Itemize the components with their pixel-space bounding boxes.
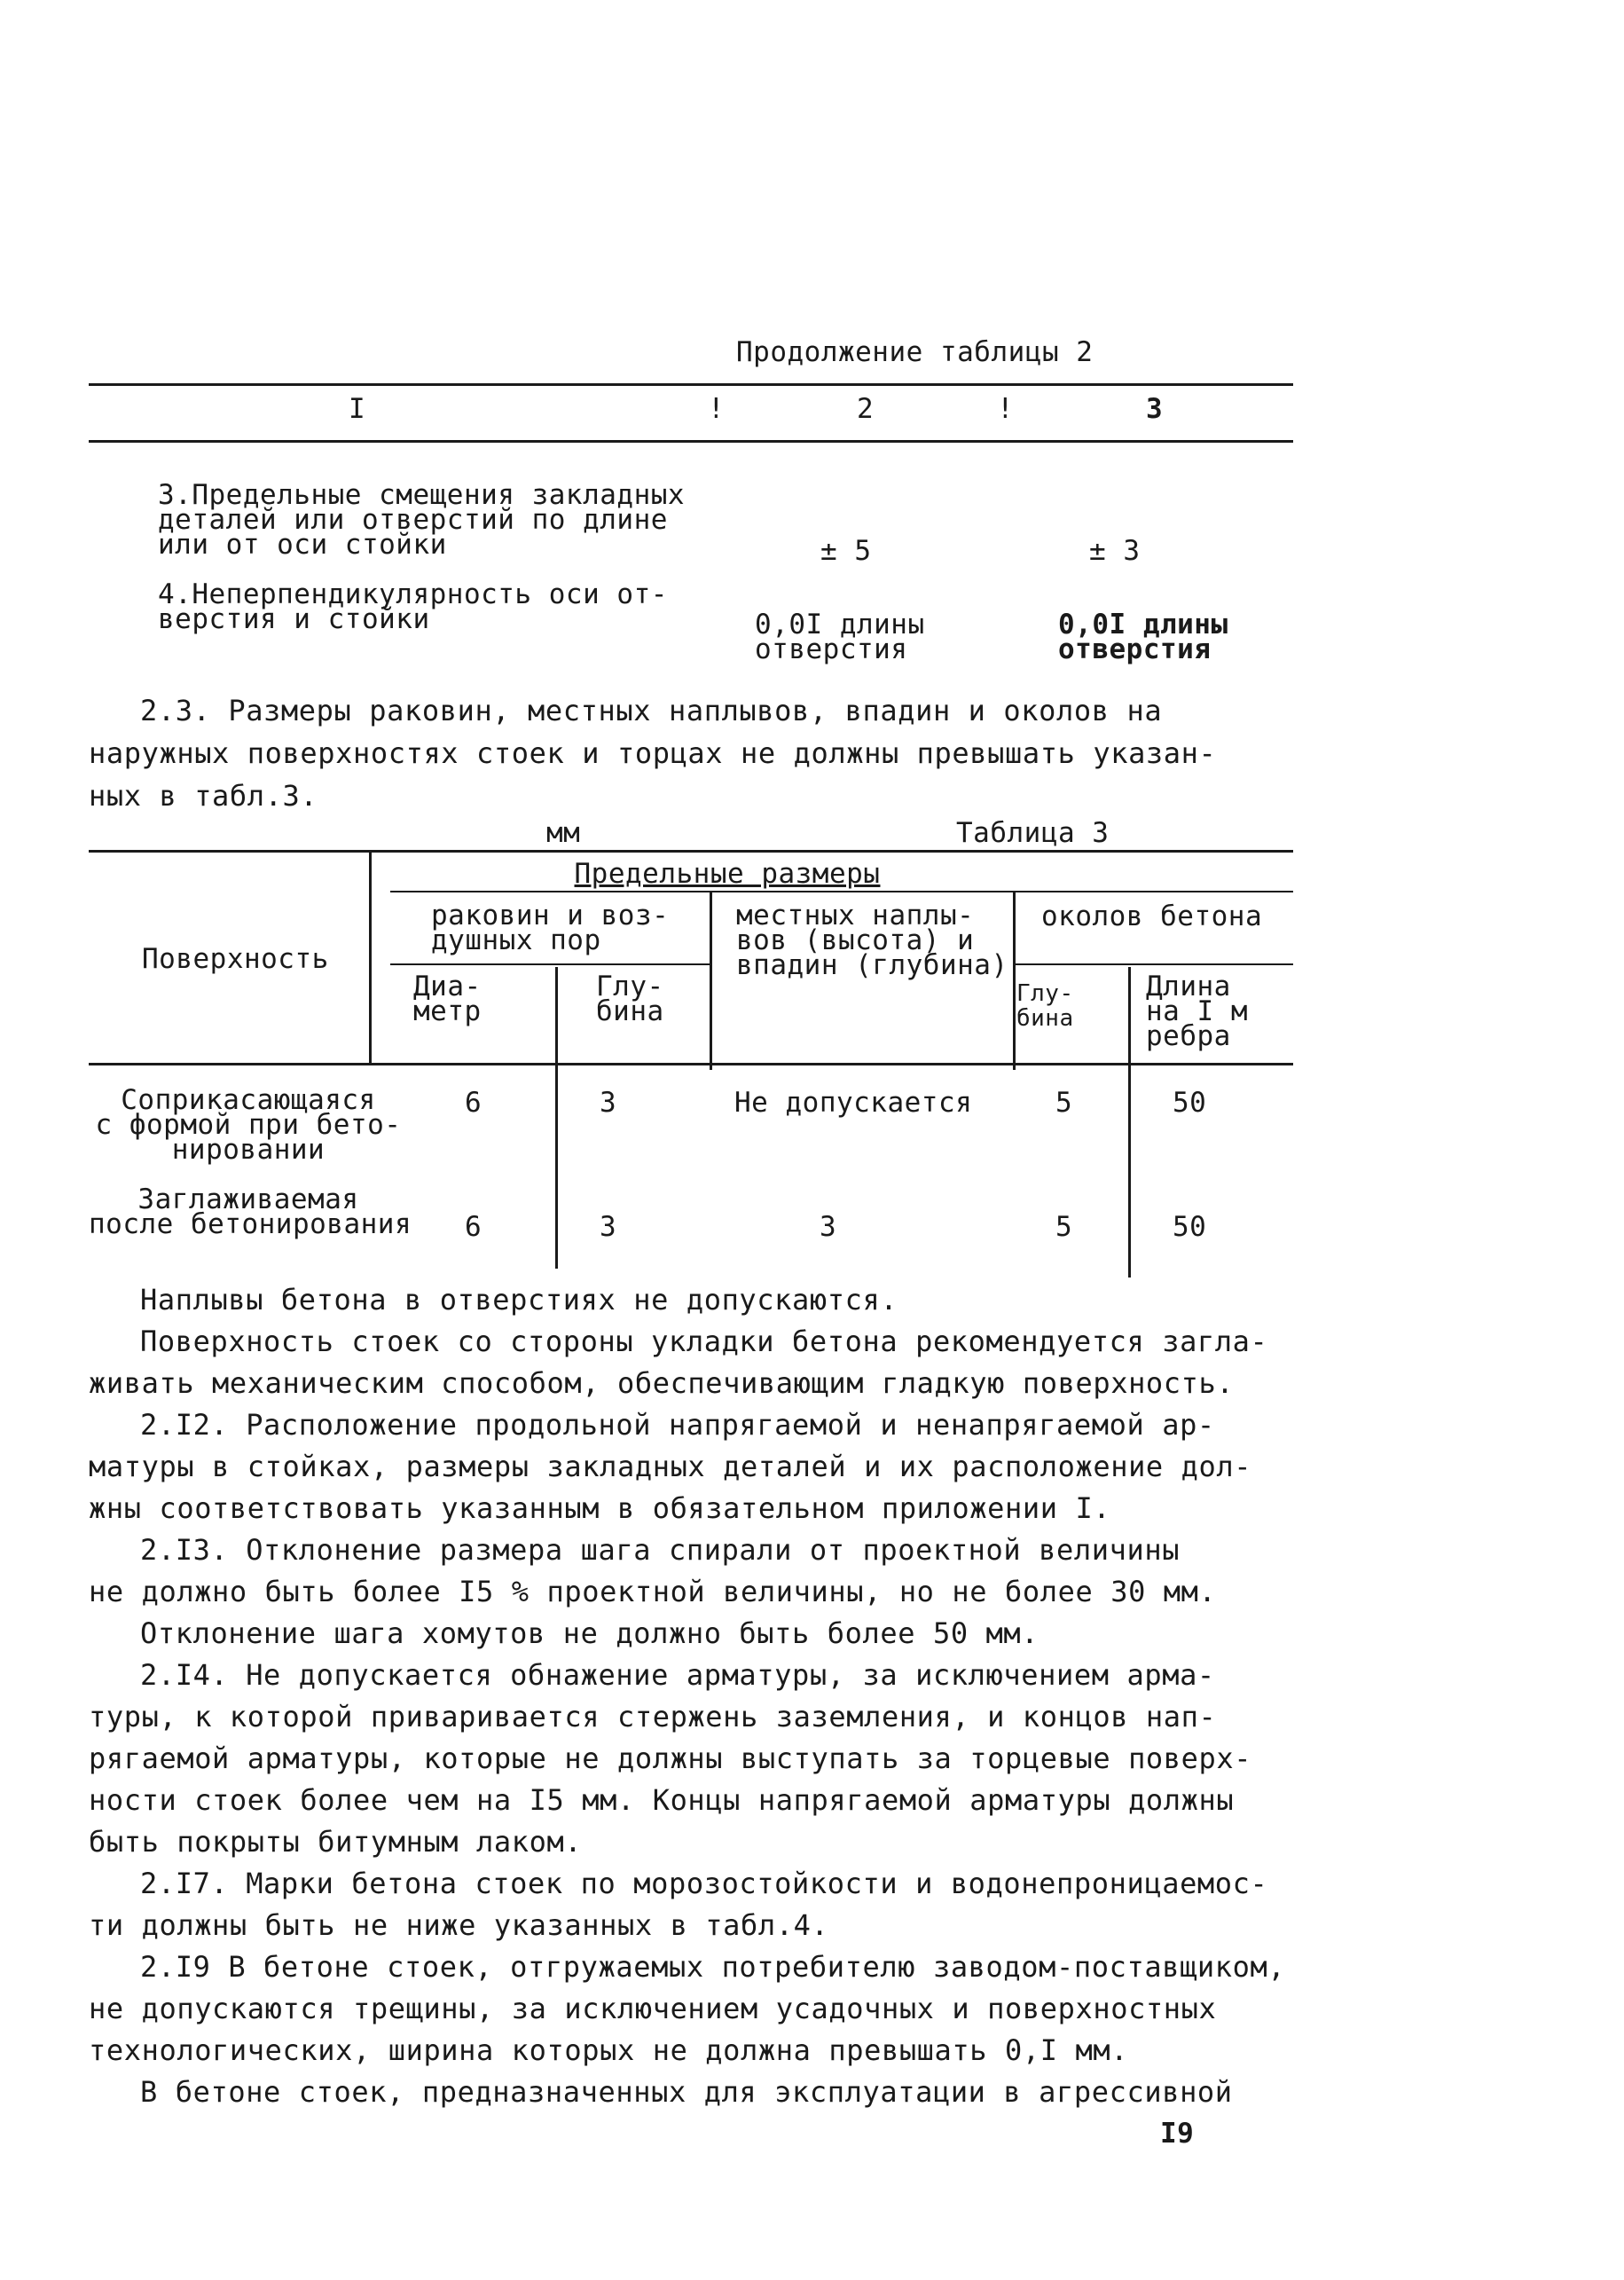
table2-row-label: 4.Неперпендикулярность оси от- верстия и стойки (158, 578, 668, 635)
table3-row-diameter: 6 (465, 1211, 482, 1243)
paragraph-line: 2.3. Размеры раковин, местных наплывов, впадин и околов на (140, 694, 1163, 727)
table3-row-chip-length: 50 (1173, 1087, 1207, 1119)
paragraph-line: жны соответствовать указанным в обязательном приложении I. (89, 1491, 1111, 1525)
table2-header-rule (89, 440, 1293, 443)
paragraph-line: ти должны быть не ниже указанных в табл.4. (89, 1908, 829, 1942)
table2-row-value: 0,0I длины отверстия (1058, 609, 1228, 665)
paragraph-line: В бетоне стоек, предназначенных для эксплуатации в агрессивной (140, 2075, 1233, 2109)
table3-row-chip-length: 50 (1173, 1211, 1207, 1243)
paragraph-line: 2.I2. Расположение продольной напрягаемой и ненапрягаемой ар- (140, 1408, 1215, 1442)
paragraph-line: технологических, ширина которых не должна превышать 0,I мм. (89, 2033, 1129, 2067)
table3-row-diameter: 6 (465, 1087, 482, 1119)
table3-depth-header: Глу- бина (596, 971, 664, 1027)
table2-row-value: 0,0I длины отверстия (755, 609, 925, 665)
paragraph-line: туры, к которой приваривается стержень заземления, и концов нап- (89, 1700, 1217, 1734)
table2-col3-header: 3 (1146, 393, 1164, 425)
table3-unit: мм (546, 817, 581, 849)
table3-row-chip-depth: 5 (1055, 1211, 1073, 1243)
table3-chip-depth-header: Глу- бина (1016, 980, 1074, 1032)
table3-limits-header: Предельные размеры (574, 858, 881, 890)
paragraph-line: Наплывы бетона в отверстиях не допускаются. (140, 1283, 898, 1317)
table2-col2-header: 2 (857, 393, 875, 425)
table2-caption: Продолжение таблицы 2 (736, 336, 1094, 368)
paragraph-line: Отклонение шага хомутов не должно быть более 50 мм. (140, 1616, 1040, 1650)
table3-subheader-rule (390, 963, 710, 965)
table3-vertical-rule (1013, 892, 1016, 1070)
table3-bulges-header: местных наплы- вов (высота) и впадин (глубина) (736, 900, 1008, 981)
table3-row-depth: 3 (600, 1087, 617, 1119)
paragraph-line: не должно быть более I5 % проектной величины, но не более 30 мм. (89, 1575, 1217, 1608)
table3-diameter-header: Диа- метр (413, 971, 482, 1027)
table3-caption: Таблица 3 (956, 817, 1110, 849)
paragraph-line: 2.I3. Отклонение размера шага спирали от проектной величины (140, 1533, 1181, 1567)
column-separator: ! (997, 393, 1015, 425)
paragraph-line: быть покрыты битумным лаком. (89, 1825, 583, 1859)
paragraph-line: рягаемой арматуры, которые не должны выступать за торцевые поверх- (89, 1741, 1252, 1775)
table2-top-rule (89, 383, 1293, 386)
table2-col1-header: I (349, 393, 366, 425)
table2-row-value: ± 5 (820, 535, 872, 567)
paragraph-line: Поверхность стоек со стороны укладки бетона рекомендуется загла- (140, 1325, 1268, 1358)
paragraph-line: 2.I4. Не допускается обнажение арматуры, за исключением арма- (140, 1658, 1215, 1692)
paragraph-line: живать механическим способом, обеспечивающим гладкую поверхность. (89, 1366, 1235, 1400)
table3-header-rule (89, 1063, 1293, 1065)
paragraph-line: ных в табл.3. (89, 779, 318, 813)
table3-row-surface: Заглаживаемая после бетонирования (89, 1183, 412, 1240)
table2-row-value: ± 3 (1089, 535, 1141, 567)
table3-vertical-rule (1128, 967, 1131, 1278)
paragraph-line: матуры в стойках, размеры закладных деталей и их расположение дол- (89, 1450, 1252, 1483)
table3-subheader-rule (390, 891, 1293, 892)
table3-vertical-rule (555, 967, 558, 1269)
table3-row-chip-depth: 5 (1055, 1087, 1073, 1119)
table3-chip-length-header: Длина на I м ребра (1146, 971, 1248, 1052)
table3-row-bulges: Не допускается (734, 1087, 973, 1119)
paragraph-line: 2.I7. Марки бетона стоек по морозостойкости и водонепроницаемос- (140, 1867, 1268, 1900)
table3-chips-header: околов бетона (1041, 900, 1263, 932)
page-number: I9 (1160, 2118, 1195, 2150)
table3-vertical-rule (710, 892, 712, 1070)
table3-pores-header: раковин и воз- душных пор (431, 900, 670, 956)
table3-vertical-rule (369, 850, 372, 1063)
table3-row-surface: Соприкасающаяся с формой при бето- нировании (95, 1084, 402, 1166)
paragraph-line: ности стоек более чем на I5 мм. Концы напрягаемой арматуры должны (89, 1783, 1235, 1817)
paragraph-line: не допускаются трещины, за исключением усадочных и поверхностных (89, 1992, 1217, 2025)
table3-row-depth: 3 (600, 1211, 617, 1243)
table3-subheader-rule (1013, 963, 1293, 965)
column-separator: ! (708, 393, 726, 425)
table3-surface-header: Поверхность (142, 943, 329, 975)
paragraph-line: 2.I9 В бетоне стоек, отгружаемых потребителю заводом-поставщиком, (140, 1950, 1286, 1984)
paragraph-line: наружных поверхностях стоек и торцах не должны превышать указан- (89, 736, 1217, 770)
table3-top-rule (89, 850, 1293, 853)
table3-row-bulges: 3 (820, 1211, 837, 1243)
table2-row-label: 3.Предельные смещения закладных деталей или отверстий по длине или от оси стойки (158, 479, 686, 561)
